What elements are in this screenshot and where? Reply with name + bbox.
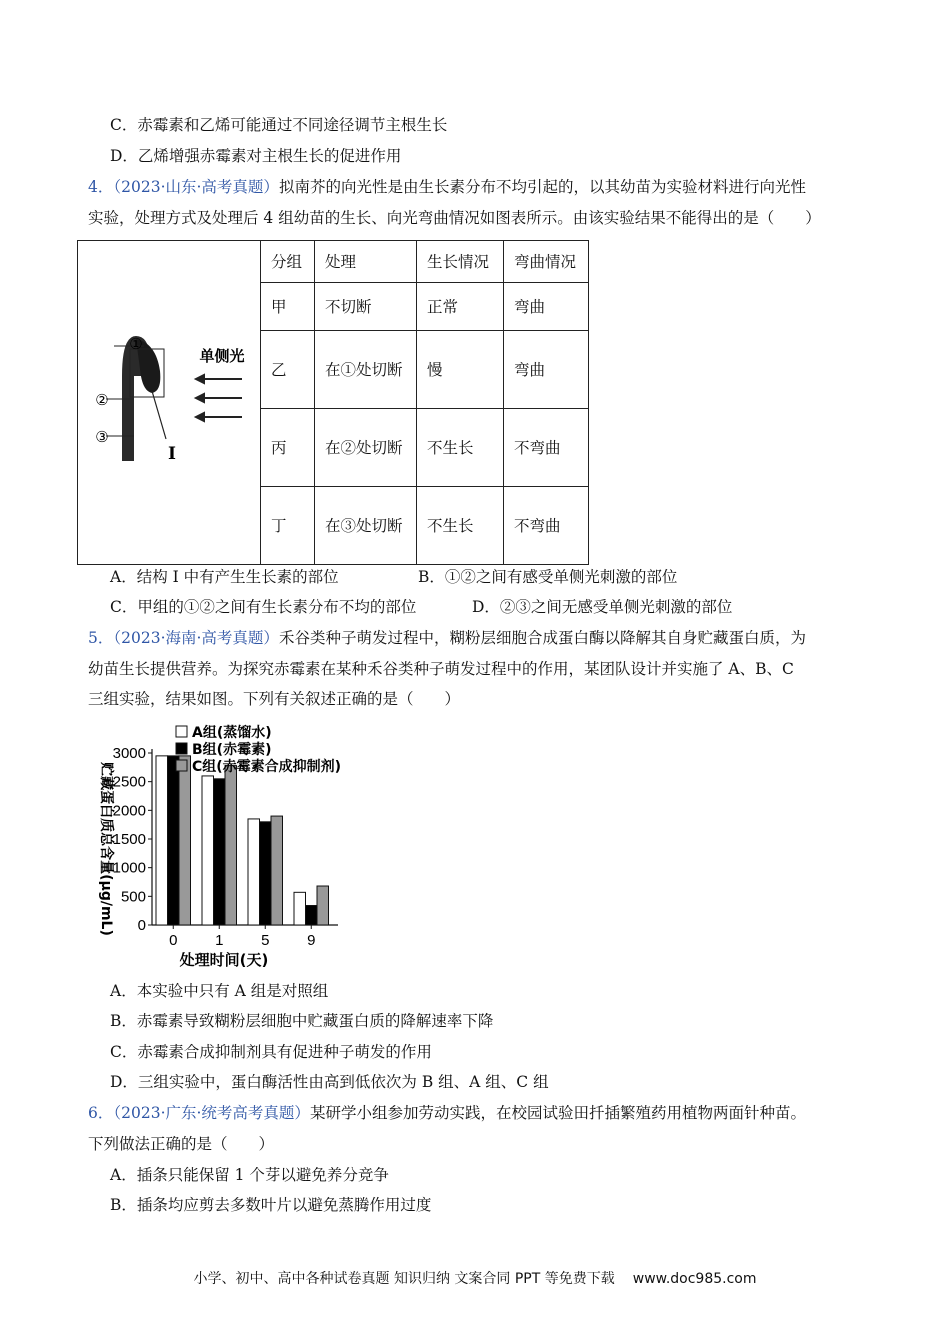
q5-option-c: C．赤霉素合成抑制剂具有促进种子萌发的作用 — [110, 1043, 432, 1061]
y-tick-label: 0 — [137, 917, 146, 934]
table-row — [261, 283, 589, 331]
bar — [271, 816, 283, 925]
q4-number: 4． — [88, 178, 114, 196]
legend-label: C组(赤霉素合成抑制剂) — [192, 759, 342, 775]
seedling-diagram — [78, 241, 261, 564]
x-tick-label: 5 — [261, 932, 270, 949]
table-cell: 在③处切断 — [315, 487, 417, 565]
q5-number: 5． — [88, 629, 114, 647]
y-tick-label: 2500 — [112, 773, 146, 791]
legend-label: B组(赤霉素) — [192, 742, 272, 758]
table-header-row — [261, 241, 589, 283]
bar — [248, 819, 260, 925]
bar — [294, 892, 306, 925]
structure-label: I — [168, 444, 176, 464]
table-row — [261, 331, 589, 409]
q6-stem-text: 某研学小组参加劳动实践，在校园试验田扦插繁殖药用植物两面针种苗。 — [309, 1104, 806, 1122]
footer-text: 小学、初中、高中各种试卷真题 知识归纳 文案合同 PPT 等免费下载 — [193, 1271, 615, 1287]
q4-option-b: B．①②之间有感受单侧光刺激的部位 — [418, 568, 678, 586]
q4-figure — [77, 240, 261, 565]
table-cell: 乙 — [261, 331, 315, 409]
legend-swatch — [176, 760, 187, 771]
table-row — [261, 409, 589, 487]
y-tick-label: 2000 — [112, 802, 146, 820]
y-tick-label: 500 — [120, 888, 146, 906]
table-cell: 不生长 — [417, 409, 504, 487]
table-header: 生长情况 — [417, 241, 504, 283]
mark-3: ③ — [95, 428, 109, 446]
table-cell: 在②处切断 — [315, 409, 417, 487]
table-cell: 慢 — [417, 331, 504, 409]
bar — [225, 766, 237, 925]
q5-stem-line3: 三组实验，结果如图。下列有关叙述正确的是（ ） — [88, 690, 461, 708]
bar — [179, 756, 191, 925]
q4-source: （2023·山东·高考真题） — [113, 178, 279, 196]
table-header: 分组 — [261, 241, 315, 283]
bar — [168, 756, 180, 925]
q5-source: （2023·海南·高考真题） — [113, 629, 279, 647]
y-tick-label: 1000 — [112, 859, 146, 877]
table-cell: 正常 — [417, 283, 504, 331]
q6-stem-line1 — [88, 1102, 806, 1124]
q6-option-a: A．插条只能保留 1 个芽以避免养分竞争 — [110, 1166, 389, 1184]
table-cell: 不生长 — [417, 487, 504, 565]
q3-option-d: D．乙烯增强赤霉素对主根生长的促进作用 — [110, 147, 402, 165]
q4-stem-text: 拟南芥的向光性是由生长素分布不均引起的，以其幼苗为实验材料进行向光性 — [278, 178, 806, 196]
q6-stem-line2: 下列做法正确的是（ ） — [88, 1135, 275, 1153]
x-tick-label: 0 — [169, 932, 178, 949]
mark-2: ② — [95, 391, 109, 409]
q5-option-d: D．三组实验中，蛋白酶活性由高到低依次为 B 组、A 组、C 组 — [110, 1073, 549, 1091]
table-row — [261, 487, 589, 565]
q4-option-a: A．结构 I 中有产生生长素的部位 — [110, 568, 339, 586]
q4-option-c: C．甲组的①②之间有生长素分布不均的部位 — [110, 598, 417, 616]
y-tick-label: 3000 — [112, 745, 146, 762]
y-axis-label: 贮藏蛋白质总含量(μg/mL) — [98, 762, 114, 936]
x-axis-label: 处理时间(天) — [179, 951, 269, 968]
q4-stem-line2: 实验，处理方式及处理后 4 组幼苗的生长、向光弯曲情况如图表所示。由该实验结果不能得出的是（ ） — [88, 209, 821, 227]
table-cell: 丙 — [261, 409, 315, 487]
q6-option-b: B．插条均应剪去多数叶片以避免蒸腾作用过度 — [110, 1196, 432, 1214]
footer-link[interactable]: www.doc985.com — [632, 1271, 757, 1287]
x-tick-label: 9 — [307, 932, 316, 949]
q6-number: 6． — [88, 1104, 114, 1122]
protein-bar-chart — [84, 718, 384, 968]
q5-stem-line2: 幼苗生长提供营养。为探究赤霉素在某种禾谷类种子萌发过程中的作用，某团队设计并实施了 A、B、C — [88, 660, 794, 678]
q6-source: （2023·广东·统考高考真题） — [113, 1104, 310, 1122]
bar — [156, 756, 168, 925]
table-cell: 在①处切断 — [315, 331, 417, 409]
q4-option-d: D．②③之间无感受单侧光刺激的部位 — [472, 598, 733, 616]
bar — [317, 886, 329, 925]
legend-label: A组(蒸馏水) — [192, 725, 272, 741]
q4-stem-line1 — [88, 176, 806, 198]
q3-option-c: C．赤霉素和乙烯可能通过不同途径调节主根生长 — [110, 116, 448, 134]
table-cell: 甲 — [261, 283, 315, 331]
table-cell: 不切断 — [315, 283, 417, 331]
q5-stem-line1 — [88, 627, 806, 649]
bar — [306, 906, 318, 925]
bar — [260, 822, 272, 925]
table-cell: 丁 — [261, 487, 315, 565]
light-label: 单侧光 — [199, 347, 245, 365]
table-cell: 弯曲 — [504, 283, 589, 331]
table-cell: 弯曲 — [504, 331, 589, 409]
table-header: 处理 — [315, 241, 417, 283]
q5-stem-text: 禾谷类种子萌发过程中，糊粉层细胞合成蛋白酶以降解其自身贮藏蛋白质，为 — [278, 629, 806, 647]
page-footer — [0, 1268, 950, 1288]
legend-swatch — [176, 726, 187, 737]
q5-option-a: A．本实验中只有 A 组是对照组 — [110, 982, 329, 1000]
bar — [214, 779, 226, 925]
bar — [202, 776, 214, 925]
legend-swatch — [176, 743, 187, 754]
q4-table — [260, 240, 589, 565]
table-header: 弯曲情况 — [504, 241, 589, 283]
y-tick-label: 1500 — [112, 831, 146, 848]
q5-option-b: B．赤霉素导致糊粉层细胞中贮藏蛋白质的降解速率下降 — [110, 1012, 494, 1030]
table-cell: 不弯曲 — [504, 409, 589, 487]
table-cell: 不弯曲 — [504, 487, 589, 565]
x-tick-label: 1 — [215, 932, 224, 949]
mark-1: ① — [129, 335, 143, 353]
